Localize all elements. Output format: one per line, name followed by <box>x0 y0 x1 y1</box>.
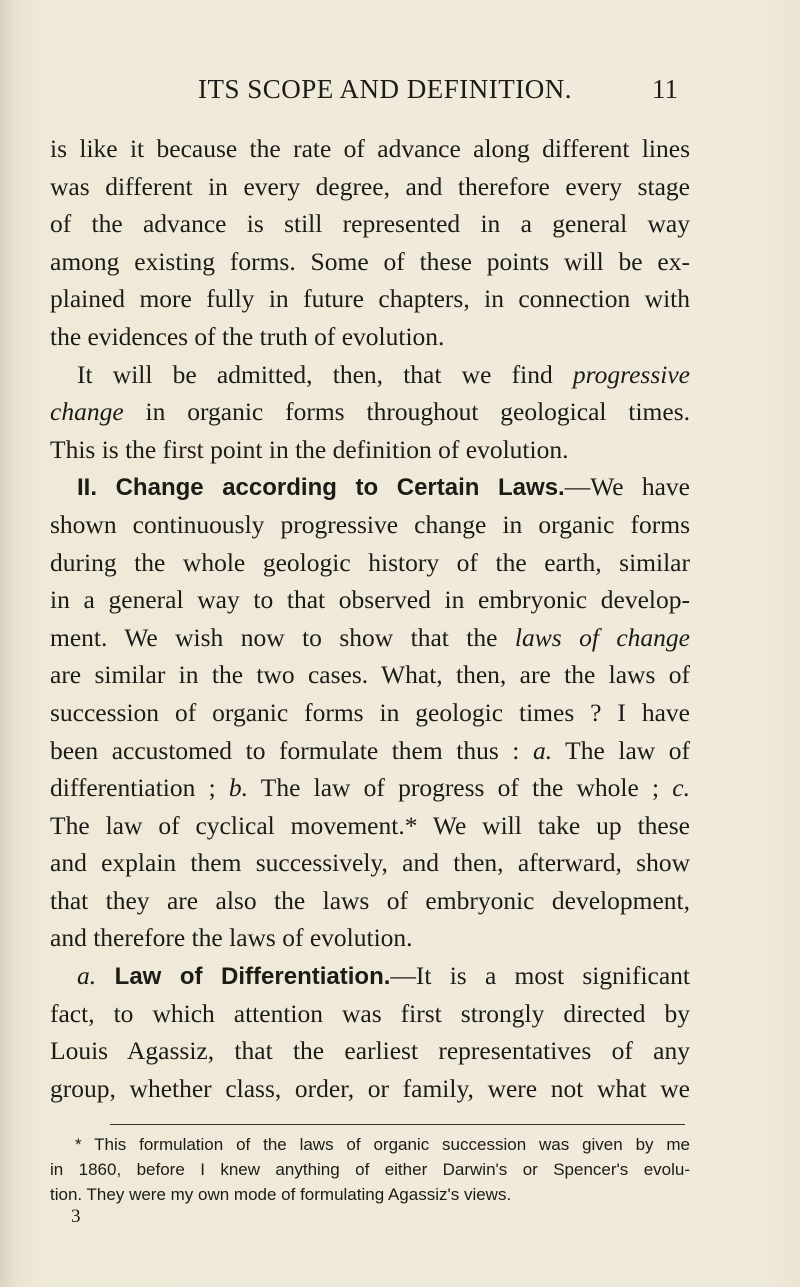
page-header <box>0 72 800 112</box>
page-number: 11 <box>652 74 678 104</box>
text-line: plained more fully in future chapters, in connection with <box>50 284 690 314</box>
running-head: ITS SCOPE AND DEFINITION. <box>198 74 573 104</box>
emphasis-laws-of-change: laws of change <box>514 622 690 652</box>
text-line: are similar in the two cases. What, then, are the laws of <box>50 660 690 690</box>
text-line: among existing forms. Some of these points will be ex- <box>50 246 690 276</box>
text-line: group, whether class, order, or family, were not what we <box>50 1073 690 1103</box>
text-line: was different in every degree, and therefore every stage <box>50 171 690 201</box>
text-line: This is the first point in the definition of evolution. <box>50 434 569 464</box>
text-line: is like it because the rate of advance along different lines <box>50 134 690 163</box>
text-line: during the whole geologic history of the earth, similar <box>50 547 690 577</box>
footnote-line: * This formulation of the laws of organic succession was given by me <box>75 1135 690 1154</box>
footnote <box>50 1132 690 1207</box>
text-line: of the advance is still represented in a general way <box>50 209 690 239</box>
text-line: differentiation ; b. The law of progress of the whole ; c. <box>50 773 690 803</box>
text-line: change in organic forms throughout geological times. <box>50 397 690 427</box>
text-line: fact, to which attention was first strongly directed by <box>50 998 690 1028</box>
footnote-line: tion. They were my own mode of formulating Agassiz's views. <box>50 1185 512 1204</box>
text-line: and therefore the laws of evolution. <box>50 923 413 953</box>
text-line: in a general way to that observed in embryonic develop- <box>50 585 690 615</box>
text-line: shown continuously progressive change in organic forms <box>50 509 690 539</box>
text-line: and explain them successively, and then, afterward, show <box>50 848 690 878</box>
text-line: that they are also the laws of embryonic development, <box>50 885 690 915</box>
heading-law-of-differentiation: Law of Differentiation. <box>96 963 391 991</box>
body-text <box>50 130 690 1107</box>
emphasis-change: change <box>50 397 124 427</box>
footnote-line: in 1860, before I knew anything of either Darwin's or Spencer's evolu- <box>50 1160 690 1179</box>
text-line: The law of cyclical movement.* We will take up these <box>50 810 690 840</box>
section-heading-ii: II. Change according to Certain Laws.—We have <box>77 472 690 502</box>
text-line: ment. We wish now to show that the laws of change <box>50 622 690 652</box>
text-line: been accustomed to formulate them thus : a. The law of <box>50 735 690 765</box>
text-line: Louis Agassiz, that the earliest representatives of any <box>50 1036 690 1066</box>
footnote-divider <box>110 1124 685 1125</box>
text-line: the evidences of the truth of evolution. <box>50 321 445 351</box>
emphasis-progressive: progressive <box>572 359 690 389</box>
heading-change-according-to-laws: II. Change according to Certain Laws. <box>77 474 565 502</box>
signature-mark: 3 <box>71 1206 81 1227</box>
paragraph-progressive-change: It will be admitted, then, that we find progressive <box>77 359 690 389</box>
text-line: succession of organic forms in geologic times ? I have <box>50 697 690 727</box>
section-heading-a: a. Law of Differentiation.—It is a most significant <box>77 961 690 991</box>
